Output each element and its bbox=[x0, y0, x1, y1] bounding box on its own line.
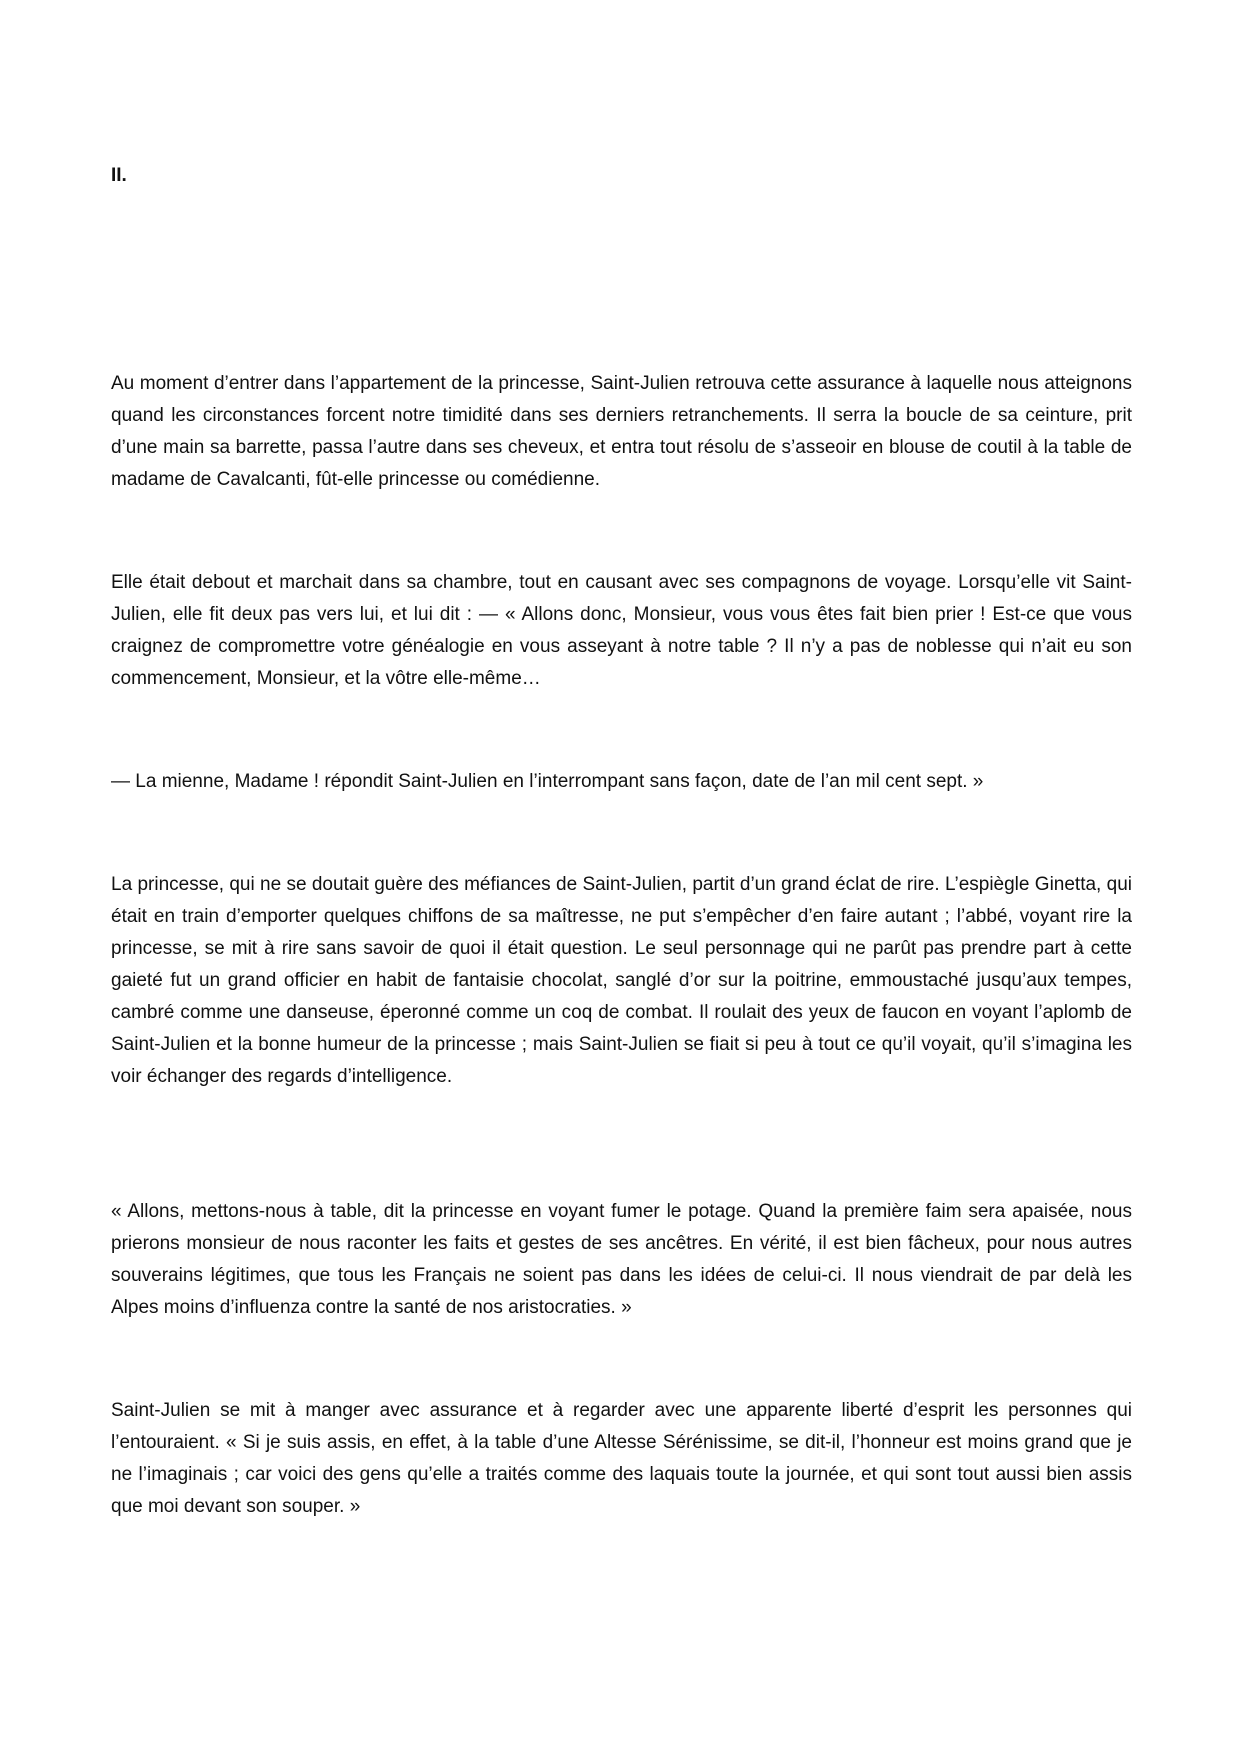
paragraph-1: Au moment d’entrer dans l’appartement de la princesse, Saint-Julien retrouva cette assurance à laquelle nous atteignons quand les circonstances forcent notre timidité dans ses derniers retranchements. Il serra la boucle de sa ceinture, prit d’une main sa barrette, passa l’autre dans ses cheveux, et entra tout résolu de s’asseoir en blouse de coutil à la table de madame de Cavalcanti, fût-elle princesse ou comédienne. bbox=[111, 373, 1132, 490]
paragraph-3: — La mienne, Madame ! répondit Saint-Julien en l’interrompant sans façon, date de l’an mil cent sept. » bbox=[111, 771, 984, 792]
paragraph-5: « Allons, mettons-nous à table, dit la princesse en voyant fumer le potage. Quand la première faim sera apaisée, nous prierons monsieur de nous raconter les faits et gestes de ses ancêtres. En vérité, il est bien fâcheux, pour nous autres souverains légitimes, que tous les Français ne soient pas dans les idées de celui-ci. Il nous viendrait de par delà les Alpes moins d’influenza contre la santé de nos aristocraties. » bbox=[111, 1201, 1132, 1318]
paragraph-4: La princesse, qui ne se doutait guère des méfiances de Saint-Julien, partit d’un grand éclat de rire. L’espiègle Ginetta, qui était en train d’emporter quelques chiffons de sa maîtresse, ne put s’empêcher d’en faire autant ; l’abbé, voyant rire la princesse, se mit à rire sans savoir de quoi il était question. Le seul personnage qui ne parût pas prendre part à cette gaieté fut un grand officier en habit de fantaisie chocolat, sanglé d’or sur la poitrine, emmoustaché jusqu’aux tempes, cambré comme une danseuse, éperonné comme un coq de combat. Il roulait des yeux de faucon en voyant l’aplomb de Saint-Julien et la bonne humeur de la princesse ; mais Saint-Julien se fiait si peu à tout ce qu’il voyait, qu’il s’imagina les voir échanger des regards d’intelligence. bbox=[111, 874, 1132, 1087]
paragraph-6: Saint-Julien se mit à manger avec assurance et à regarder avec une apparente liberté d’esprit les personnes qui l’entouraient. « Si je suis assis, en effet, à la table d’une Altesse Sérénissime, se dit-il, l’honneur est moins grand que je ne l’imaginais ; car voici des gens qu’elle a traités comme des laquais toute la journée, et qui sont tout aussi bien assis que moi devant son souper. » bbox=[111, 1400, 1132, 1517]
paragraph-2: Elle était debout et marchait dans sa chambre, tout en causant avec ses compagnons de voyage. Lorsqu’elle vit Saint-Julien, elle fit deux pas vers lui, et lui dit : — « Allons donc, Monsieur, vous vous êtes fait bien prier ! Est-ce que vous craignez de compromettre votre généalogie en vous asseyant à notre table ? Il n’y a pas de noblesse qui n’ait eu son commencement, Monsieur, et la vôtre elle-même… bbox=[111, 572, 1132, 689]
chapter-heading: II. bbox=[111, 165, 127, 186]
